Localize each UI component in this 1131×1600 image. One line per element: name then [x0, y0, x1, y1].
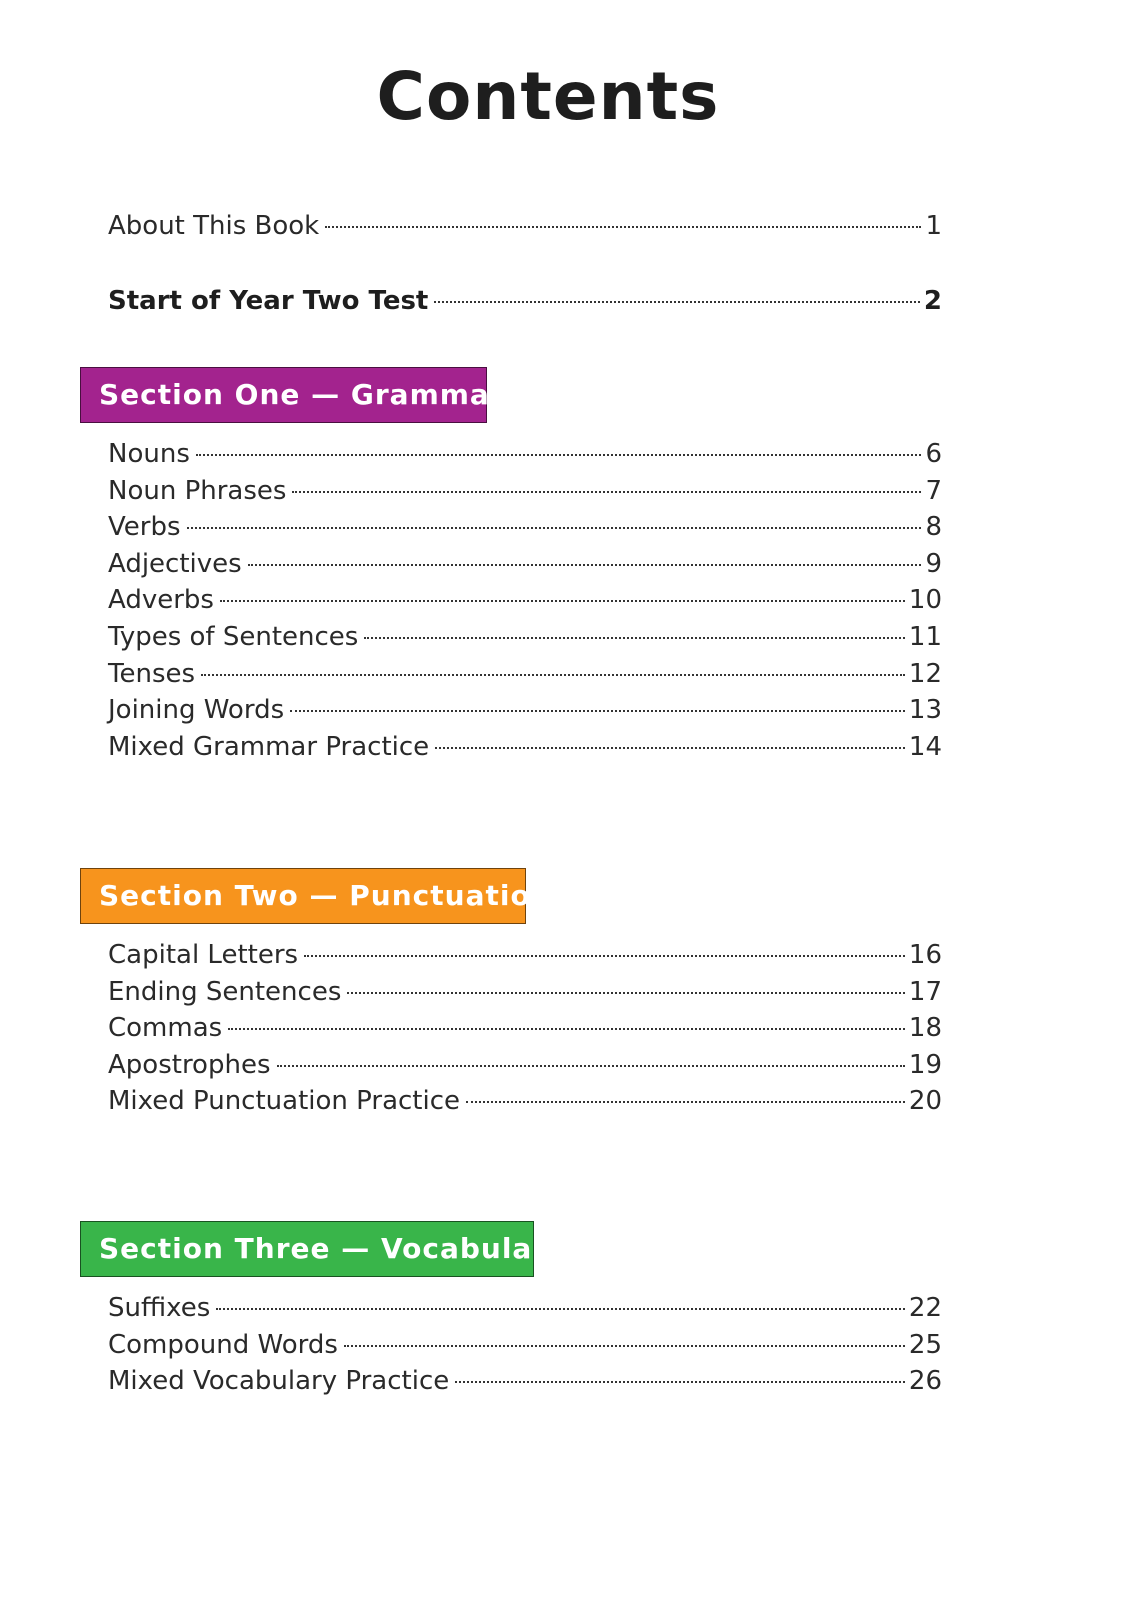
toc-entry-label: Noun Phrases: [108, 475, 287, 506]
toc-entry-label: Nouns: [108, 439, 190, 469]
dot-leader: [196, 454, 922, 456]
dot-leader: [277, 1065, 905, 1067]
toc-entry[interactable]: [108, 473, 942, 509]
page-title: Contents: [376, 58, 720, 135]
dot-leader: [466, 1101, 905, 1103]
dot-leader: [220, 600, 905, 602]
toc-entry-label: Suffixes: [108, 1293, 211, 1323]
dot-leader: [216, 1308, 905, 1310]
toc-entry-page: 22: [908, 1293, 942, 1323]
toc-entry-label: Adjectives: [108, 548, 242, 579]
toc-entry-label: Mixed Grammar Practice: [108, 731, 430, 762]
toc-entry[interactable]: [108, 1083, 942, 1119]
toc-entry[interactable]: [108, 436, 942, 472]
toc-entry[interactable]: [108, 1327, 942, 1363]
dot-leader: [248, 564, 922, 566]
dot-leader: [325, 226, 921, 228]
dot-leader: [434, 301, 920, 303]
section-header-grammar: Section One — Grammar: [80, 367, 487, 423]
toc-entry-page: 18: [908, 1013, 942, 1044]
toc-entry-page: 20: [908, 1086, 942, 1117]
toc-entry-page: 25: [908, 1329, 942, 1360]
dot-leader: [347, 992, 905, 994]
toc-entry-page: 16: [908, 940, 942, 970]
toc-entry-label: Adverbs: [108, 585, 214, 616]
dot-leader: [304, 955, 905, 957]
toc-entry-page: 10: [908, 585, 942, 616]
toc-entry[interactable]: [108, 619, 942, 655]
toc-entry-label: Start of Year Two Test: [108, 286, 429, 316]
dot-leader: [364, 637, 905, 639]
dot-leader: [290, 710, 905, 712]
toc-entry-page: 11: [908, 622, 942, 652]
toc-entry-label: Compound Words: [108, 1329, 338, 1360]
dot-leader: [292, 491, 921, 493]
section-header-punctuation: Section Two — Punctuation: [80, 868, 526, 924]
toc-entry-page: 14: [908, 731, 942, 762]
dot-leader: [344, 1345, 905, 1347]
toc-entry[interactable]: [108, 937, 942, 973]
section-header-vocabulary: Section Three — Vocabulary: [80, 1221, 534, 1277]
toc-entry[interactable]: [108, 656, 942, 692]
toc-entry-page: 9: [925, 548, 942, 579]
toc-entry-label: Apostrophes: [108, 1049, 271, 1080]
toc-entry[interactable]: [108, 1290, 942, 1326]
toc-entry[interactable]: [108, 1047, 942, 1083]
toc-entry[interactable]: [108, 729, 942, 765]
toc-entry-label: Types of Sentences: [108, 622, 359, 652]
toc-entry[interactable]: [108, 546, 942, 582]
dot-leader: [228, 1028, 905, 1030]
toc-entry-start-test[interactable]: [108, 283, 942, 319]
toc-entry-label: Verbs: [108, 512, 181, 543]
toc-entry[interactable]: [108, 1363, 942, 1399]
dot-leader: [455, 1381, 905, 1383]
toc-entry-page: 1: [925, 211, 942, 241]
toc-entry-label: Mixed Vocabulary Practice: [108, 1366, 450, 1397]
toc-entry-page: 8: [925, 512, 942, 543]
toc-entry-page: 2: [923, 286, 942, 316]
toc-entry-page: 6: [925, 439, 942, 469]
dot-leader: [187, 527, 922, 529]
toc-entry-label: Mixed Punctuation Practice: [108, 1086, 461, 1117]
toc-entry[interactable]: [108, 974, 942, 1010]
toc-entry-label: Tenses: [108, 658, 196, 689]
toc-entry-page: 13: [908, 695, 942, 726]
toc-entry-page: 26: [908, 1366, 942, 1397]
toc-entry-label: Commas: [108, 1013, 223, 1044]
toc-entry-about[interactable]: [108, 208, 942, 244]
toc-entry-label: Joining Words: [108, 695, 285, 726]
toc-entry[interactable]: [108, 582, 942, 618]
toc-entry-page: 17: [908, 976, 942, 1007]
dot-leader: [435, 747, 905, 749]
toc-entry-label: Ending Sentences: [108, 976, 342, 1007]
dot-leader: [201, 674, 905, 676]
toc-entry-page: 12: [908, 658, 942, 689]
toc-entry-page: 19: [908, 1049, 942, 1080]
toc-entry-page: 7: [925, 475, 942, 506]
toc-entry[interactable]: [108, 509, 942, 545]
toc-entry-label: Capital Letters: [108, 940, 299, 970]
toc-entry-label: About This Book: [108, 211, 320, 241]
toc-entry[interactable]: [108, 692, 942, 728]
toc-entry[interactable]: [108, 1010, 942, 1046]
